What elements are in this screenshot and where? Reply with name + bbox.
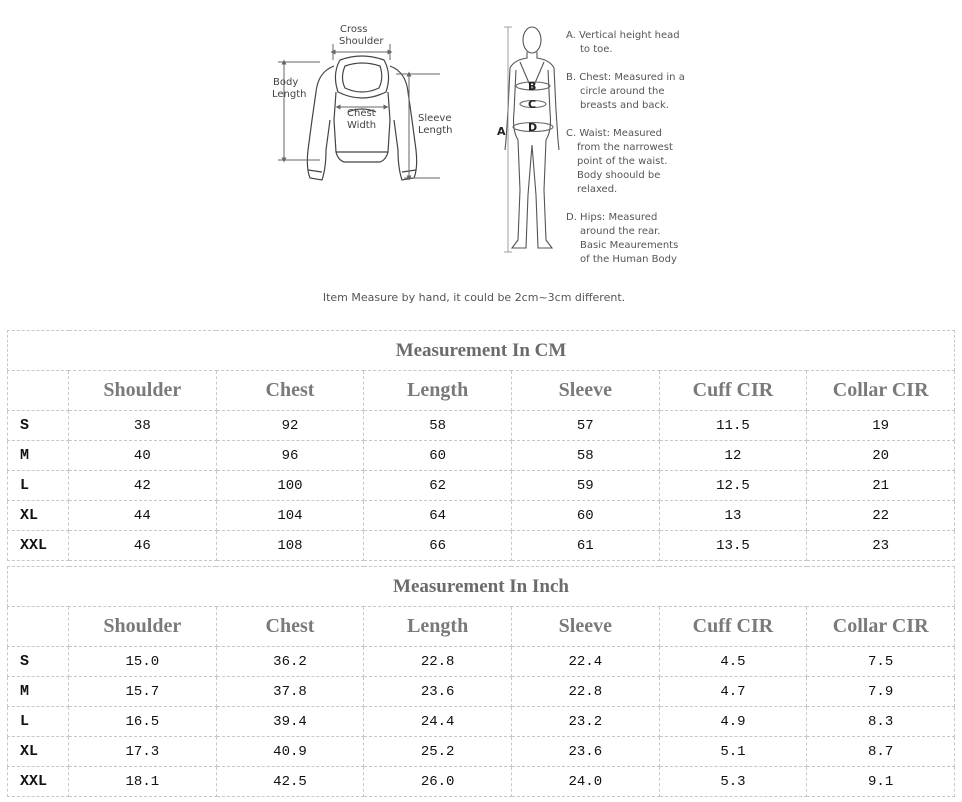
inch-measurement-table [7, 566, 955, 797]
table-cell: 20 [807, 441, 955, 471]
table-cell: 42 [69, 471, 217, 501]
table-cell: 100 [216, 471, 364, 501]
body-illustration [504, 27, 559, 252]
table-cell: 15.0 [69, 647, 217, 677]
note-a-1: A. Vertical height head [566, 30, 680, 41]
table-cell: 36.2 [216, 647, 364, 677]
table-cell: 16.5 [69, 707, 217, 737]
table-row [8, 737, 955, 767]
measurement-diagram [0, 0, 962, 320]
note-d-1: D. Hips: Measured [566, 212, 658, 223]
table-cell: 38 [69, 411, 217, 441]
column-header: Sleeve [511, 371, 659, 411]
table-cell: 25.2 [364, 737, 512, 767]
table-cell: 15.7 [69, 677, 217, 707]
marker-d: D [528, 121, 538, 134]
note-d-3: Basic Meaurements [580, 240, 679, 251]
size-label: S [8, 411, 69, 441]
table-cell: 12 [659, 441, 807, 471]
label-chest-width-1: Chest [347, 108, 376, 119]
table-row [8, 767, 955, 797]
table-cell: 22.8 [511, 677, 659, 707]
table-cell: 64 [364, 501, 512, 531]
table-cell: 24.0 [511, 767, 659, 797]
table-cell: 17.3 [69, 737, 217, 767]
table-row [8, 707, 955, 737]
column-header: Sleeve [511, 607, 659, 647]
table-cell: 23.2 [511, 707, 659, 737]
table-cell: 4.5 [659, 647, 807, 677]
table-cell: 11.5 [659, 411, 807, 441]
size-label: L [8, 471, 69, 501]
table-cell: 22 [807, 501, 955, 531]
table-cell: 22.4 [511, 647, 659, 677]
column-header: Length [364, 371, 512, 411]
label-body-length-1: Body [273, 77, 299, 88]
note-d-2: around the rear. [580, 226, 661, 237]
table-cell: 60 [364, 441, 512, 471]
table-cell: 4.7 [659, 677, 807, 707]
table-row [8, 677, 955, 707]
label-cross-shoulder-1: Cross [340, 24, 368, 35]
diagram-svg [0, 0, 962, 290]
table-cell: 26.0 [364, 767, 512, 797]
table-cell: 21 [807, 471, 955, 501]
note-c-5: relaxed. [577, 184, 618, 195]
column-header: Shoulder [69, 607, 217, 647]
table-row [8, 411, 955, 441]
table-cell: 8.3 [807, 707, 955, 737]
table-cell: 8.7 [807, 737, 955, 767]
label-body-length-2: Length [272, 89, 307, 100]
table-cell: 57 [511, 411, 659, 441]
column-header: Chest [216, 371, 364, 411]
table-title: Measurement In CM [8, 331, 955, 371]
table-cell: 46 [69, 531, 217, 561]
table-row [8, 647, 955, 677]
column-header: Chest [216, 607, 364, 647]
column-header: Cuff CIR [659, 607, 807, 647]
size-label: XXL [8, 767, 69, 797]
table-cell: 7.9 [807, 677, 955, 707]
table-title: Measurement In Inch [8, 567, 955, 607]
marker-b: B [528, 80, 537, 93]
table-cell: 4.9 [659, 707, 807, 737]
table-cell: 66 [364, 531, 512, 561]
column-header: Shoulder [69, 371, 217, 411]
note-b-2: circle around the [580, 86, 665, 97]
cm-measurement-table [7, 330, 955, 561]
table-cell: 22.8 [364, 647, 512, 677]
table-cell: 12.5 [659, 471, 807, 501]
size-label: XL [8, 737, 69, 767]
measure-note: Item Measure by hand, it could be 2cm~3cm different. [322, 291, 626, 304]
table-cell: 39.4 [216, 707, 364, 737]
column-header: Cuff CIR [659, 371, 807, 411]
note-c-4: Body shoould be [577, 170, 661, 181]
label-sleeve-length-1: Sleeve [418, 113, 452, 124]
table-cell: 40.9 [216, 737, 364, 767]
table-cell: 58 [511, 441, 659, 471]
header-corner [8, 607, 69, 647]
table-cell: 7.5 [807, 647, 955, 677]
table-cell: 23.6 [511, 737, 659, 767]
table-cell: 58 [364, 411, 512, 441]
table-row [8, 471, 955, 501]
table-cell: 40 [69, 441, 217, 471]
size-label: XXL [8, 531, 69, 561]
table-cell: 9.1 [807, 767, 955, 797]
column-header: Collar CIR [807, 371, 955, 411]
table-cell: 23 [807, 531, 955, 561]
table-cell: 13 [659, 501, 807, 531]
table-row [8, 501, 955, 531]
table-row [8, 441, 955, 471]
table-cell: 23.6 [364, 677, 512, 707]
label-chest-width-2: Width [347, 120, 377, 131]
marker-a: A [497, 125, 506, 138]
column-header: Length [364, 607, 512, 647]
table-cell: 18.1 [69, 767, 217, 797]
table-cell: 59 [511, 471, 659, 501]
size-label: M [8, 441, 69, 471]
table-cell: 13.5 [659, 531, 807, 561]
size-label: S [8, 647, 69, 677]
table-cell: 44 [69, 501, 217, 531]
label-cross-shoulder-2: Shoulder [339, 36, 384, 47]
table-row [8, 531, 955, 561]
table-cell: 24.4 [364, 707, 512, 737]
note-b-3: breasts and back. [580, 100, 669, 111]
note-c-3: point of the waist. [577, 156, 668, 167]
table-cell: 92 [216, 411, 364, 441]
size-label: XL [8, 501, 69, 531]
size-label: L [8, 707, 69, 737]
note-b-1: B. Chest: Measured in a [566, 72, 685, 83]
table-cell: 61 [511, 531, 659, 561]
table-cell: 108 [216, 531, 364, 561]
table-cell: 104 [216, 501, 364, 531]
note-d-4: of the Human Body [580, 254, 677, 265]
header-corner [8, 371, 69, 411]
size-label: M [8, 677, 69, 707]
column-header: Collar CIR [807, 607, 955, 647]
marker-c: C [528, 98, 537, 111]
note-c-2: from the narrowest [577, 142, 673, 153]
table-cell: 62 [364, 471, 512, 501]
table-cell: 5.3 [659, 767, 807, 797]
label-sleeve-length-2: Length [418, 125, 453, 136]
note-c-1: C. Waist: Measured [566, 128, 663, 139]
table-cell: 5.1 [659, 737, 807, 767]
table-cell: 42.5 [216, 767, 364, 797]
note-a-2: to toe. [580, 44, 613, 55]
table-cell: 60 [511, 501, 659, 531]
table-cell: 37.8 [216, 677, 364, 707]
table-cell: 96 [216, 441, 364, 471]
table-cell: 19 [807, 411, 955, 441]
